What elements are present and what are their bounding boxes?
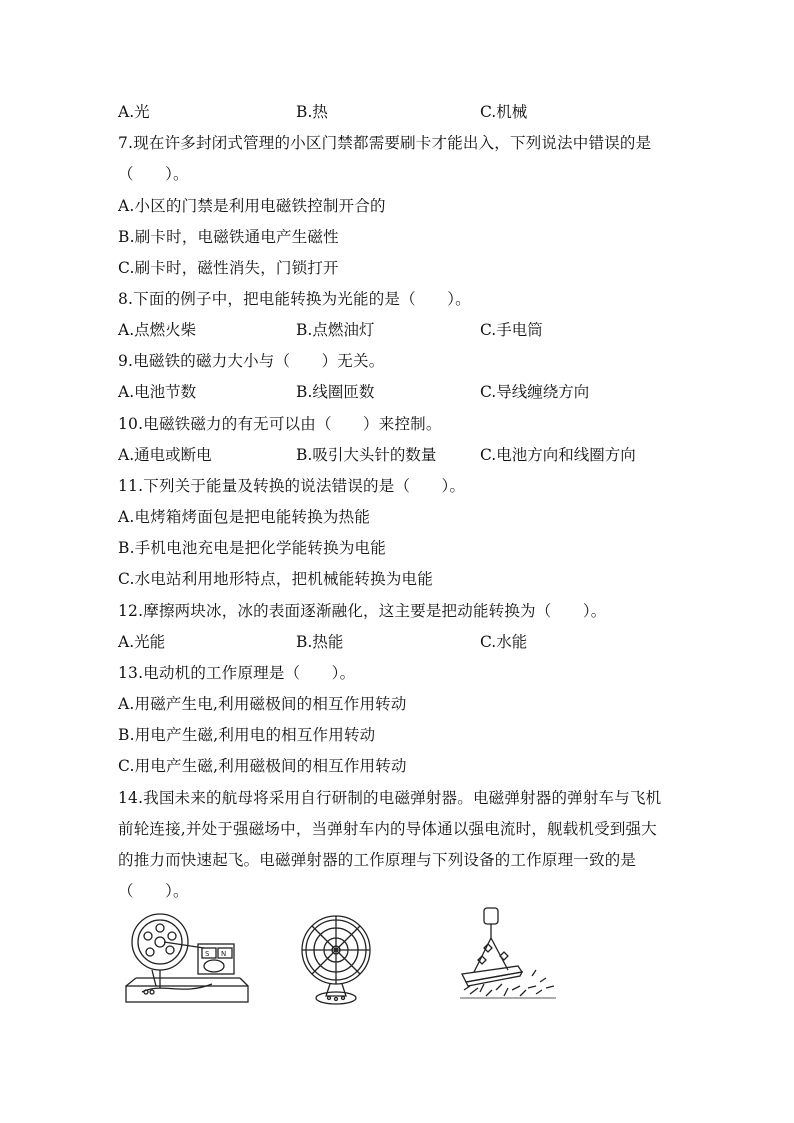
q12-option-a: A.光能: [118, 633, 166, 651]
q7-stem-line-1: 7.现在许多封闭式管理的小区门禁都需要刷卡才能出入，下列说法中错误的是: [118, 134, 652, 152]
q10-option-b: B.吸引大头针的数量: [296, 446, 437, 464]
q13-option-c: C.用电产生磁,利用磁极间的相互作用转动: [118, 757, 407, 775]
q6-option-b: B.热: [296, 103, 328, 121]
q9-option-c: C.导线缠绕方向: [480, 383, 590, 401]
q8-stem: 8.下面的例子中，把电能转换为光能的是（ ）。: [118, 290, 471, 308]
q9-stem: 9.电磁铁的磁力大小与（ ）无关。: [118, 352, 385, 370]
q11-option-a: A.电烤箱烤面包是把电能转换为热能: [118, 508, 371, 526]
q6-option-c: C.机械: [480, 103, 528, 121]
q14-stem-line-2: 前轮连接,并处于强磁场中，当弹射车内的导体通以强电流时，舰载机受到强大: [118, 820, 657, 838]
q10-stem: 10.电磁铁磁力的有无可以由（ ）来控制。: [118, 415, 442, 433]
q8-option-c: C.手电筒: [480, 321, 543, 339]
q13-option-a: A.用磁产生电,利用磁极间的相互作用转动: [118, 695, 407, 713]
q8-option-a: A.点燃火柴: [118, 321, 197, 339]
q14-stem-line-1: 14.我国未来的航母将采用自行研制的电磁弹射器。电磁弹射器的弹射车与飞机: [118, 789, 662, 807]
motor-apparatus-figure: [122, 908, 252, 1008]
q12-option-b: B.热能: [296, 633, 344, 651]
q9-option-a: A.电池节数: [118, 383, 197, 401]
q12-option-c: C.水能: [480, 633, 528, 651]
q10-option-c: C.电池方向和线圈方向: [480, 446, 636, 464]
q13-option-b: B.用电产生磁,利用电的相互作用转动: [118, 726, 376, 744]
electric-fan-figure: [296, 912, 376, 1007]
q7-option-c: C.刷卡时，磁性消失，门锁打开: [118, 259, 339, 277]
q7-stem-line-2: （ ）。: [118, 165, 189, 183]
magnet-south-label: S: [205, 950, 210, 958]
q7-option-a: A.小区的门禁是利用电磁铁控制开合的: [118, 197, 386, 215]
q7-option-b: B.刷卡时，电磁铁通电产生磁性: [118, 228, 339, 246]
q10-option-a: A.通电或断电: [118, 446, 212, 464]
q14-stem-line-4: （ ）。: [118, 882, 189, 900]
q9-option-b: B.线圈匝数: [296, 383, 375, 401]
q11-option-c: C.水电站利用地形特点，把机械能转换为电能: [118, 570, 433, 588]
q6-option-a: A.光: [118, 103, 150, 121]
q14-stem-line-3: 的推力而快速起飞。电磁弹射器的工作原理与下列设备的工作原理一致的是: [118, 851, 637, 869]
q12-stem: 12.摩擦两块冰，冰的表面逐渐融化，这主要是把动能转换为（ ）。: [118, 602, 607, 620]
magnet-north-label: N: [221, 950, 227, 958]
q8-option-b: B.点燃油灯: [296, 321, 375, 339]
q13-stem: 13.电动机的工作原理是（ ）。: [118, 664, 356, 682]
electromagnet-crane-figure: [456, 904, 566, 1008]
q11-option-b: B.手机电池充电是把化学能转换为电能: [118, 539, 386, 557]
q11-stem: 11.下列关于能量及转换的说法错误的是（ ）。: [118, 477, 466, 495]
